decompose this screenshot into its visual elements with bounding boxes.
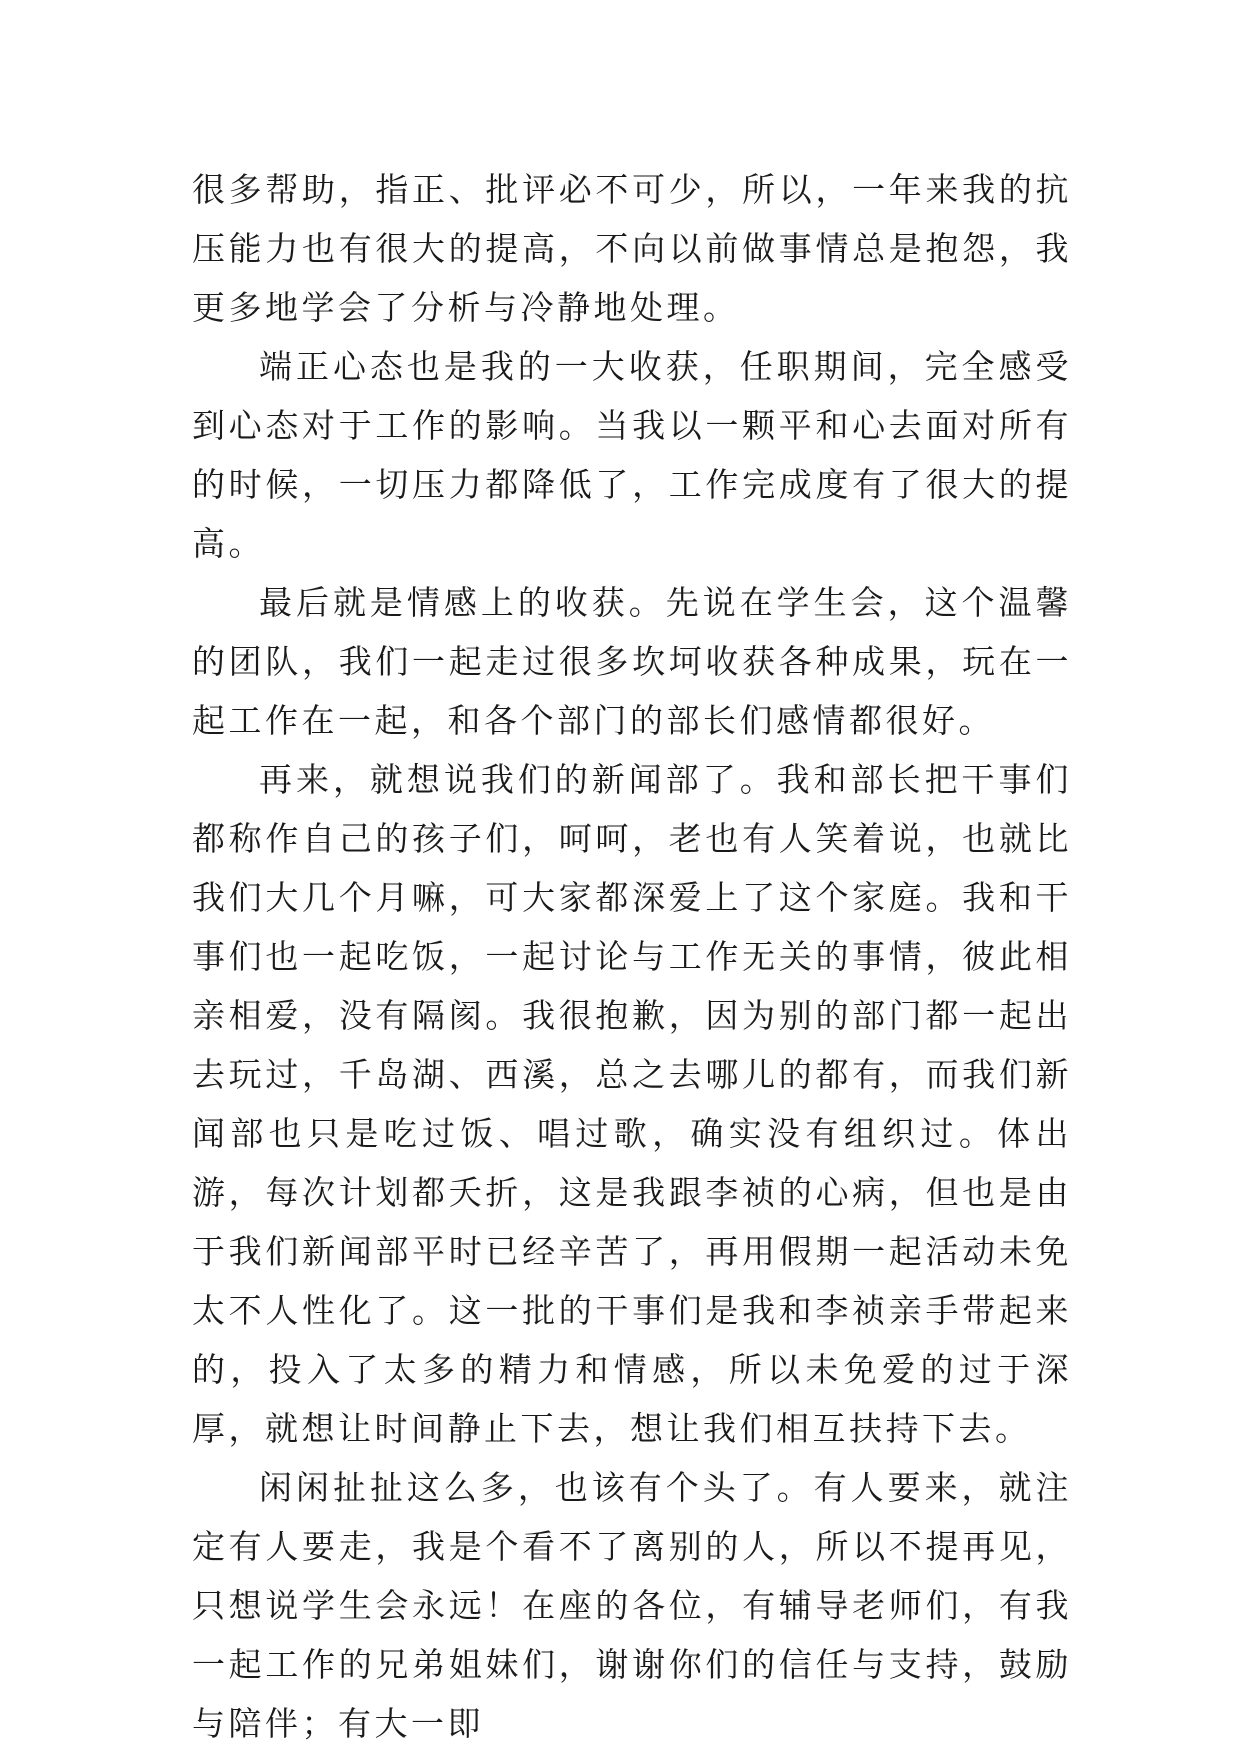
paragraph-4: 再来，就想说我们的新闻部了。我和部长把干事们都称作自己的孩子们，呵呵，老也有人笑着说，也就比我们大几个月嘛，可大家都深爱上了这个家庭。我和干事们也一起吃饭，一起讨论与工作无关的事情，彼此相亲相爱，没有隔阂。我很抱歉，因为别的部门都一起出去玩过，千岛湖、西溪，总之去哪儿的都有，而我们新闻部也只是吃过饭、唱过歌，确实没有组织过。体出游，每次计划都夭折，这是我跟李祯的心病，但也是由于我们新闻部平时已经辛苦了，再用假期一起活动未免太不人性化了。这一批的干事们是我和李祯亲手带起来的，投入了太多的精力和情感，所以未免爱的过于深厚，就想让时间静止下去，想让我们相互扶持下去。 (192, 760, 1072, 1448)
paragraph-3: 最后就是情感上的收获。先说在学生会，这个温馨的团队，我们一起走过很多坎坷收获各种成果，玩在一起工作在一起，和各个部门的部长们感情都很好。 (192, 583, 1072, 740)
paragraph-2: 端正心态也是我的一大收获，任职期间，完全感受到心态对于工作的影响。当我以一颗平和心去面对所有的时候，一切压力都降低了，工作完成度有了很大的提高。 (192, 347, 1072, 563)
paragraph-1: 很多帮助，指正、批评必不可少，所以，一年来我的抗压能力也有很大的提高，不向以前做事情总是抱怨，我更多地学会了分析与冷静地处理。 (192, 170, 1072, 327)
document-body (192, 160, 1072, 1753)
paragraph-5: 闲闲扯扯这么多，也该有个头了。有人要来，就注定有人要走，我是个看不了离别的人，所以不提再见，只想说学生会永远！在座的各位，有辅导老师们，有我一起工作的兄弟姐妹们，谢谢你们的信任与支持，鼓励与陪伴；有大一即 (192, 1468, 1072, 1743)
